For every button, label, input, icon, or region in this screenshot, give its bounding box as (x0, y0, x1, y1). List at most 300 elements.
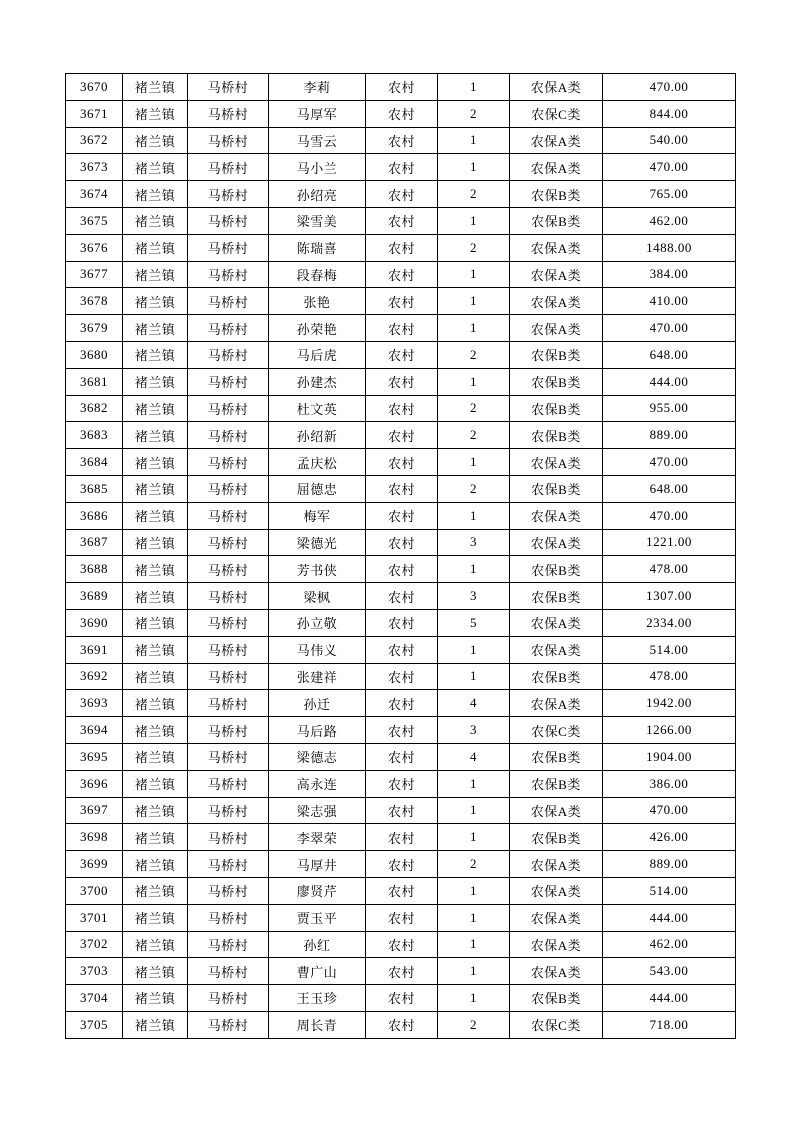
cell-serial: 3687 (66, 529, 123, 556)
cell-village: 马桥村 (188, 583, 269, 610)
cell-amount: 1942.00 (603, 690, 736, 717)
cell-village: 马桥村 (188, 904, 269, 931)
cell-name: 马伟义 (269, 636, 366, 663)
cell-name: 梁志强 (269, 797, 366, 824)
cell-town: 褚兰镇 (123, 529, 188, 556)
cell-town: 褚兰镇 (123, 985, 188, 1012)
cell-serial: 3688 (66, 556, 123, 583)
cell-town: 褚兰镇 (123, 583, 188, 610)
cell-name: 杜文英 (269, 395, 366, 422)
cell-town: 褚兰镇 (123, 717, 188, 744)
table-row (66, 529, 736, 556)
cell-name: 梁雪美 (269, 207, 366, 234)
cell-amount: 514.00 (603, 877, 736, 904)
cell-name: 孙荣艳 (269, 315, 366, 342)
cell-type: 农村 (366, 636, 438, 663)
cell-town: 褚兰镇 (123, 904, 188, 931)
table-row (66, 556, 736, 583)
cell-type: 农村 (366, 261, 438, 288)
cell-name: 马小兰 (269, 154, 366, 181)
cell-name: 张艳 (269, 288, 366, 315)
table-row (66, 422, 736, 449)
cell-name: 李莉 (269, 74, 366, 101)
cell-serial: 3691 (66, 636, 123, 663)
table-row (66, 609, 736, 636)
cell-count: 1 (438, 636, 510, 663)
cell-serial: 3701 (66, 904, 123, 931)
cell-name: 孙绍亮 (269, 181, 366, 208)
cell-type: 农村 (366, 717, 438, 744)
cell-serial: 3704 (66, 985, 123, 1012)
cell-category: 农保B类 (510, 824, 603, 851)
cell-village: 马桥村 (188, 234, 269, 261)
cell-count: 2 (438, 181, 510, 208)
cell-name: 马厚井 (269, 851, 366, 878)
cell-count: 1 (438, 958, 510, 985)
cell-amount: 470.00 (603, 449, 736, 476)
cell-count: 1 (438, 985, 510, 1012)
cell-category: 农保B类 (510, 743, 603, 770)
cell-amount: 1266.00 (603, 717, 736, 744)
cell-village: 马桥村 (188, 609, 269, 636)
cell-category: 农保A类 (510, 74, 603, 101)
cell-serial: 3694 (66, 717, 123, 744)
cell-count: 1 (438, 288, 510, 315)
cell-count: 1 (438, 154, 510, 181)
cell-serial: 3689 (66, 583, 123, 610)
cell-town: 褚兰镇 (123, 449, 188, 476)
cell-category: 农保A类 (510, 904, 603, 931)
cell-town: 褚兰镇 (123, 422, 188, 449)
cell-count: 2 (438, 422, 510, 449)
cell-type: 农村 (366, 181, 438, 208)
cell-village: 马桥村 (188, 824, 269, 851)
cell-amount: 470.00 (603, 315, 736, 342)
cell-village: 马桥村 (188, 395, 269, 422)
cell-amount: 1307.00 (603, 583, 736, 610)
cell-type: 农村 (366, 422, 438, 449)
cell-amount: 426.00 (603, 824, 736, 851)
cell-category: 农保A类 (510, 288, 603, 315)
cell-count: 1 (438, 368, 510, 395)
cell-name: 周长青 (269, 1011, 366, 1038)
cell-type: 农村 (366, 100, 438, 127)
cell-serial: 3690 (66, 609, 123, 636)
table-row (66, 904, 736, 931)
cell-serial: 3682 (66, 395, 123, 422)
cell-count: 4 (438, 690, 510, 717)
cell-town: 褚兰镇 (123, 181, 188, 208)
cell-name: 马雪云 (269, 127, 366, 154)
table-row (66, 636, 736, 663)
cell-serial: 3679 (66, 315, 123, 342)
table-row (66, 449, 736, 476)
cell-category: 农保C类 (510, 1011, 603, 1038)
cell-serial: 3677 (66, 261, 123, 288)
cell-town: 褚兰镇 (123, 154, 188, 181)
table-row (66, 1011, 736, 1038)
cell-town: 褚兰镇 (123, 851, 188, 878)
cell-town: 褚兰镇 (123, 824, 188, 851)
cell-town: 褚兰镇 (123, 770, 188, 797)
cell-count: 3 (438, 717, 510, 744)
cell-category: 农保A类 (510, 609, 603, 636)
cell-name: 孙建杰 (269, 368, 366, 395)
cell-type: 农村 (366, 315, 438, 342)
cell-village: 马桥村 (188, 341, 269, 368)
table-row (66, 475, 736, 502)
cell-name: 孙迁 (269, 690, 366, 717)
cell-village: 马桥村 (188, 502, 269, 529)
cell-name: 屈德忠 (269, 475, 366, 502)
cell-amount: 462.00 (603, 207, 736, 234)
cell-count: 1 (438, 931, 510, 958)
cell-type: 农村 (366, 1011, 438, 1038)
cell-type: 农村 (366, 207, 438, 234)
cell-category: 农保A类 (510, 636, 603, 663)
cell-type: 农村 (366, 583, 438, 610)
cell-village: 马桥村 (188, 851, 269, 878)
cell-count: 2 (438, 851, 510, 878)
cell-name: 贾玉平 (269, 904, 366, 931)
cell-amount: 384.00 (603, 261, 736, 288)
cell-category: 农保C类 (510, 100, 603, 127)
cell-name: 孙红 (269, 931, 366, 958)
cell-category: 农保B类 (510, 770, 603, 797)
cell-category: 农保A类 (510, 690, 603, 717)
cell-serial: 3678 (66, 288, 123, 315)
table-row (66, 127, 736, 154)
cell-serial: 3702 (66, 931, 123, 958)
cell-type: 农村 (366, 234, 438, 261)
cell-type: 农村 (366, 609, 438, 636)
cell-village: 马桥村 (188, 529, 269, 556)
cell-amount: 462.00 (603, 931, 736, 958)
cell-serial: 3700 (66, 877, 123, 904)
cell-town: 褚兰镇 (123, 315, 188, 342)
cell-amount: 470.00 (603, 797, 736, 824)
table-row (66, 181, 736, 208)
cell-name: 马后路 (269, 717, 366, 744)
cell-type: 农村 (366, 341, 438, 368)
cell-amount: 648.00 (603, 341, 736, 368)
cell-serial: 3670 (66, 74, 123, 101)
cell-amount: 478.00 (603, 663, 736, 690)
cell-serial: 3680 (66, 341, 123, 368)
cell-amount: 889.00 (603, 422, 736, 449)
cell-count: 2 (438, 475, 510, 502)
cell-type: 农村 (366, 931, 438, 958)
cell-name: 梁德志 (269, 743, 366, 770)
cell-town: 褚兰镇 (123, 341, 188, 368)
cell-category: 农保B类 (510, 475, 603, 502)
cell-village: 马桥村 (188, 100, 269, 127)
cell-town: 褚兰镇 (123, 743, 188, 770)
table-row (66, 824, 736, 851)
cell-count: 1 (438, 556, 510, 583)
cell-name: 王玉珍 (269, 985, 366, 1012)
cell-count: 1 (438, 127, 510, 154)
cell-amount: 444.00 (603, 985, 736, 1012)
cell-count: 4 (438, 743, 510, 770)
cell-amount: 514.00 (603, 636, 736, 663)
cell-serial: 3681 (66, 368, 123, 395)
cell-serial: 3683 (66, 422, 123, 449)
table-row (66, 797, 736, 824)
cell-village: 马桥村 (188, 422, 269, 449)
cell-type: 农村 (366, 502, 438, 529)
cell-name: 梁枫 (269, 583, 366, 610)
cell-count: 2 (438, 1011, 510, 1038)
table-row (66, 234, 736, 261)
cell-town: 褚兰镇 (123, 475, 188, 502)
cell-type: 农村 (366, 770, 438, 797)
cell-serial: 3686 (66, 502, 123, 529)
cell-type: 农村 (366, 743, 438, 770)
cell-type: 农村 (366, 288, 438, 315)
table-row (66, 207, 736, 234)
cell-town: 褚兰镇 (123, 74, 188, 101)
cell-town: 褚兰镇 (123, 368, 188, 395)
cell-town: 褚兰镇 (123, 958, 188, 985)
table-row (66, 743, 736, 770)
cell-count: 1 (438, 261, 510, 288)
cell-category: 农保B类 (510, 368, 603, 395)
cell-town: 褚兰镇 (123, 931, 188, 958)
cell-village: 马桥村 (188, 1011, 269, 1038)
cell-amount: 386.00 (603, 770, 736, 797)
cell-count: 1 (438, 663, 510, 690)
cell-amount: 2334.00 (603, 609, 736, 636)
cell-category: 农保A类 (510, 261, 603, 288)
cell-category: 农保A类 (510, 797, 603, 824)
cell-serial: 3671 (66, 100, 123, 127)
cell-count: 1 (438, 449, 510, 476)
cell-count: 1 (438, 770, 510, 797)
cell-serial: 3676 (66, 234, 123, 261)
table-row (66, 717, 736, 744)
cell-count: 1 (438, 797, 510, 824)
cell-village: 马桥村 (188, 181, 269, 208)
cell-village: 马桥村 (188, 556, 269, 583)
cell-name: 孙立敬 (269, 609, 366, 636)
cell-category: 农保A类 (510, 449, 603, 476)
cell-type: 农村 (366, 851, 438, 878)
cell-category: 农保A类 (510, 877, 603, 904)
cell-count: 1 (438, 877, 510, 904)
cell-town: 褚兰镇 (123, 234, 188, 261)
cell-count: 1 (438, 824, 510, 851)
cell-town: 褚兰镇 (123, 100, 188, 127)
cell-village: 马桥村 (188, 958, 269, 985)
cell-serial: 3684 (66, 449, 123, 476)
cell-type: 农村 (366, 154, 438, 181)
cell-amount: 444.00 (603, 904, 736, 931)
cell-category: 农保B类 (510, 556, 603, 583)
cell-serial: 3693 (66, 690, 123, 717)
cell-type: 农村 (366, 824, 438, 851)
table-row (66, 931, 736, 958)
cell-town: 褚兰镇 (123, 288, 188, 315)
cell-village: 马桥村 (188, 690, 269, 717)
cell-name: 梅军 (269, 502, 366, 529)
cell-name: 陈瑞喜 (269, 234, 366, 261)
cell-town: 褚兰镇 (123, 609, 188, 636)
table-row (66, 395, 736, 422)
cell-type: 农村 (366, 958, 438, 985)
cell-category: 农保B类 (510, 207, 603, 234)
cell-serial: 3675 (66, 207, 123, 234)
cell-town: 褚兰镇 (123, 207, 188, 234)
cell-serial: 3697 (66, 797, 123, 824)
cell-town: 褚兰镇 (123, 797, 188, 824)
cell-serial: 3696 (66, 770, 123, 797)
cell-town: 褚兰镇 (123, 636, 188, 663)
cell-category: 农保B类 (510, 341, 603, 368)
cell-village: 马桥村 (188, 207, 269, 234)
cell-serial: 3695 (66, 743, 123, 770)
cell-town: 褚兰镇 (123, 877, 188, 904)
table-row (66, 663, 736, 690)
cell-town: 褚兰镇 (123, 1011, 188, 1038)
table-row (66, 341, 736, 368)
cell-category: 农保A类 (510, 851, 603, 878)
table-row (66, 690, 736, 717)
cell-count: 1 (438, 315, 510, 342)
cell-name: 高永连 (269, 770, 366, 797)
cell-serial: 3673 (66, 154, 123, 181)
table-row (66, 502, 736, 529)
cell-village: 马桥村 (188, 797, 269, 824)
benefits-table (65, 73, 736, 1039)
cell-name: 马厚军 (269, 100, 366, 127)
table-row (66, 958, 736, 985)
cell-village: 马桥村 (188, 261, 269, 288)
cell-village: 马桥村 (188, 368, 269, 395)
cell-serial: 3685 (66, 475, 123, 502)
table-row (66, 368, 736, 395)
cell-amount: 470.00 (603, 154, 736, 181)
cell-village: 马桥村 (188, 663, 269, 690)
cell-town: 褚兰镇 (123, 502, 188, 529)
cell-name: 李翠荣 (269, 824, 366, 851)
cell-type: 农村 (366, 556, 438, 583)
cell-count: 1 (438, 207, 510, 234)
cell-type: 农村 (366, 690, 438, 717)
cell-category: 农保B类 (510, 181, 603, 208)
cell-category: 农保A类 (510, 931, 603, 958)
cell-amount: 648.00 (603, 475, 736, 502)
cell-village: 马桥村 (188, 985, 269, 1012)
cell-town: 褚兰镇 (123, 395, 188, 422)
cell-type: 农村 (366, 368, 438, 395)
cell-village: 马桥村 (188, 636, 269, 663)
cell-count: 1 (438, 74, 510, 101)
table-row (66, 100, 736, 127)
cell-count: 2 (438, 234, 510, 261)
cell-type: 农村 (366, 663, 438, 690)
cell-village: 马桥村 (188, 127, 269, 154)
cell-village: 马桥村 (188, 449, 269, 476)
cell-count: 3 (438, 529, 510, 556)
table-row (66, 288, 736, 315)
cell-category: 农保B类 (510, 985, 603, 1012)
cell-serial: 3698 (66, 824, 123, 851)
table-row (66, 770, 736, 797)
cell-type: 农村 (366, 395, 438, 422)
cell-amount: 955.00 (603, 395, 736, 422)
cell-category: 农保B类 (510, 663, 603, 690)
cell-town: 褚兰镇 (123, 663, 188, 690)
table-body (66, 74, 736, 1039)
cell-serial: 3699 (66, 851, 123, 878)
table-row (66, 985, 736, 1012)
cell-amount: 1221.00 (603, 529, 736, 556)
cell-name: 段春梅 (269, 261, 366, 288)
table-row (66, 261, 736, 288)
cell-count: 1 (438, 502, 510, 529)
table-row (66, 877, 736, 904)
cell-count: 2 (438, 341, 510, 368)
cell-village: 马桥村 (188, 770, 269, 797)
cell-town: 褚兰镇 (123, 690, 188, 717)
cell-village: 马桥村 (188, 743, 269, 770)
cell-serial: 3703 (66, 958, 123, 985)
cell-name: 孟庆松 (269, 449, 366, 476)
cell-name: 芳书侠 (269, 556, 366, 583)
cell-name: 张建祥 (269, 663, 366, 690)
cell-serial: 3674 (66, 181, 123, 208)
cell-amount: 844.00 (603, 100, 736, 127)
cell-type: 农村 (366, 877, 438, 904)
cell-serial: 3672 (66, 127, 123, 154)
cell-count: 2 (438, 395, 510, 422)
table-row (66, 74, 736, 101)
cell-category: 农保A类 (510, 502, 603, 529)
cell-name: 廖贤芹 (269, 877, 366, 904)
table-row (66, 315, 736, 342)
cell-category: 农保A类 (510, 234, 603, 261)
cell-type: 农村 (366, 449, 438, 476)
cell-name: 马后虎 (269, 341, 366, 368)
cell-count: 2 (438, 100, 510, 127)
cell-name: 曹广山 (269, 958, 366, 985)
cell-amount: 410.00 (603, 288, 736, 315)
cell-amount: 765.00 (603, 181, 736, 208)
cell-amount: 889.00 (603, 851, 736, 878)
table-row (66, 851, 736, 878)
cell-category: 农保A类 (510, 127, 603, 154)
cell-category: 农保A类 (510, 958, 603, 985)
cell-count: 5 (438, 609, 510, 636)
cell-type: 农村 (366, 74, 438, 101)
table-row (66, 583, 736, 610)
cell-village: 马桥村 (188, 877, 269, 904)
cell-category: 农保B类 (510, 583, 603, 610)
cell-type: 农村 (366, 797, 438, 824)
cell-type: 农村 (366, 127, 438, 154)
cell-town: 褚兰镇 (123, 261, 188, 288)
cell-count: 3 (438, 583, 510, 610)
cell-town: 褚兰镇 (123, 127, 188, 154)
cell-village: 马桥村 (188, 74, 269, 101)
cell-category: 农保C类 (510, 717, 603, 744)
cell-amount: 1904.00 (603, 743, 736, 770)
cell-category: 农保B类 (510, 422, 603, 449)
cell-serial: 3705 (66, 1011, 123, 1038)
cell-amount: 470.00 (603, 74, 736, 101)
cell-village: 马桥村 (188, 475, 269, 502)
